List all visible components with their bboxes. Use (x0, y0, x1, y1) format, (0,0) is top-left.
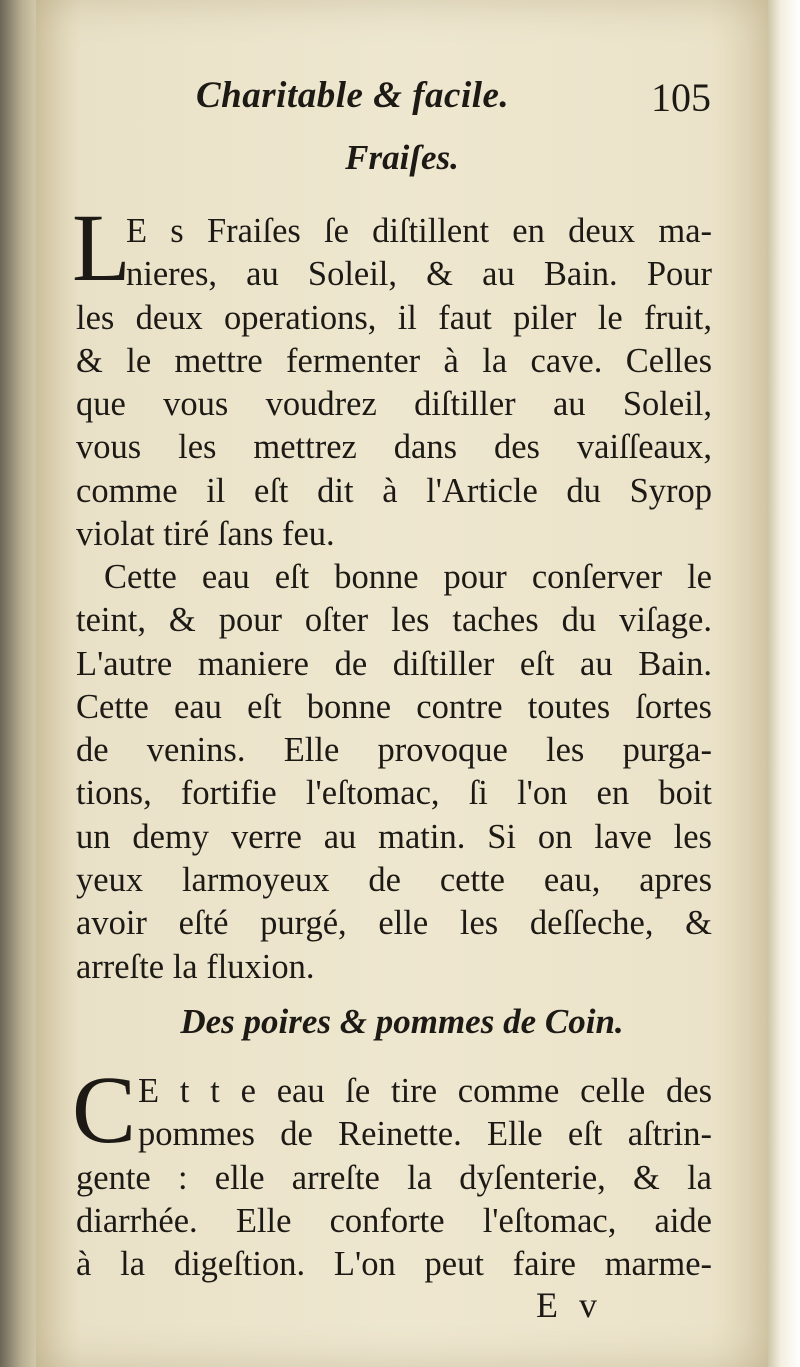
text-line: Cette eau eſt bonne contre toutes ſortes (76, 687, 712, 726)
text-line: violat tiré ſans feu. (76, 515, 335, 554)
text-line: un demy verre au matin. Si on lave les (76, 817, 712, 856)
page-edge (768, 0, 800, 1367)
text-line: arreſte la fluxion. (76, 947, 315, 986)
text-line: vous les mettrez dans des vaiſſeaux, (76, 428, 712, 467)
text-line: E t t e eau ſe tire comme celle des (138, 1072, 712, 1110)
text-line: avoir eſté purgé, elle les deſſeche, & (76, 904, 712, 943)
book-page (36, 0, 768, 1367)
text-line: diarrhée. Elle conforte l'eſtomac, aide (76, 1201, 712, 1240)
text-line: comme il eſt dit à l'Article du Syrop (76, 471, 712, 510)
paragraph-fraises-1 (76, 210, 712, 556)
text-line: teint, & pour oſter les taches du viſage. (76, 601, 712, 640)
text-line: de venins. Elle provoque les purga- (76, 731, 712, 770)
text-line: à la digeſtion. L'on peut faire marme- (76, 1245, 712, 1284)
text-line: les deux operations, il faut piler le fruit, (76, 298, 712, 337)
running-head: Charitable & facile. (196, 75, 510, 116)
text-line: gente : elle arreſte la dyſenterie, & la (76, 1158, 712, 1197)
text-line: L'autre maniere de diſtiller eſt au Bain. (76, 644, 712, 683)
text-line: E s Fraiſes ſe diſtillent en deux ma- (126, 212, 712, 250)
section-title-coin: Des poires & pommes de Coin. (180, 1002, 624, 1041)
paragraph-coin (76, 1070, 712, 1286)
text-line: nieres, au Soleil, & au Bain. Pour (126, 255, 712, 294)
text-line: que vous voudrez diſtiller au Soleil, (76, 385, 712, 424)
text-line: & le mettre fermenter à la cave. Celles (76, 341, 712, 380)
text-line: tions, fortifie l'eſtomac, ſi l'on en boit (76, 774, 712, 813)
drop-cap: C (72, 1056, 137, 1163)
text-line: yeux larmoyeux de cette eau, apres (76, 861, 712, 900)
drop-cap: L (72, 194, 131, 301)
text-line: Cette eau eſt bonne pour conſerver le (104, 558, 712, 596)
section-title-fraises: Fraiſes. (345, 138, 459, 177)
book-spine-shadow (0, 0, 36, 1367)
page-number: 105 (651, 75, 711, 120)
text-line: pommes de Reinette. Elle eſt aſtrin- (138, 1115, 712, 1154)
paragraph-fraises-2 (76, 556, 712, 989)
signature-mark: E v (536, 1285, 603, 1325)
